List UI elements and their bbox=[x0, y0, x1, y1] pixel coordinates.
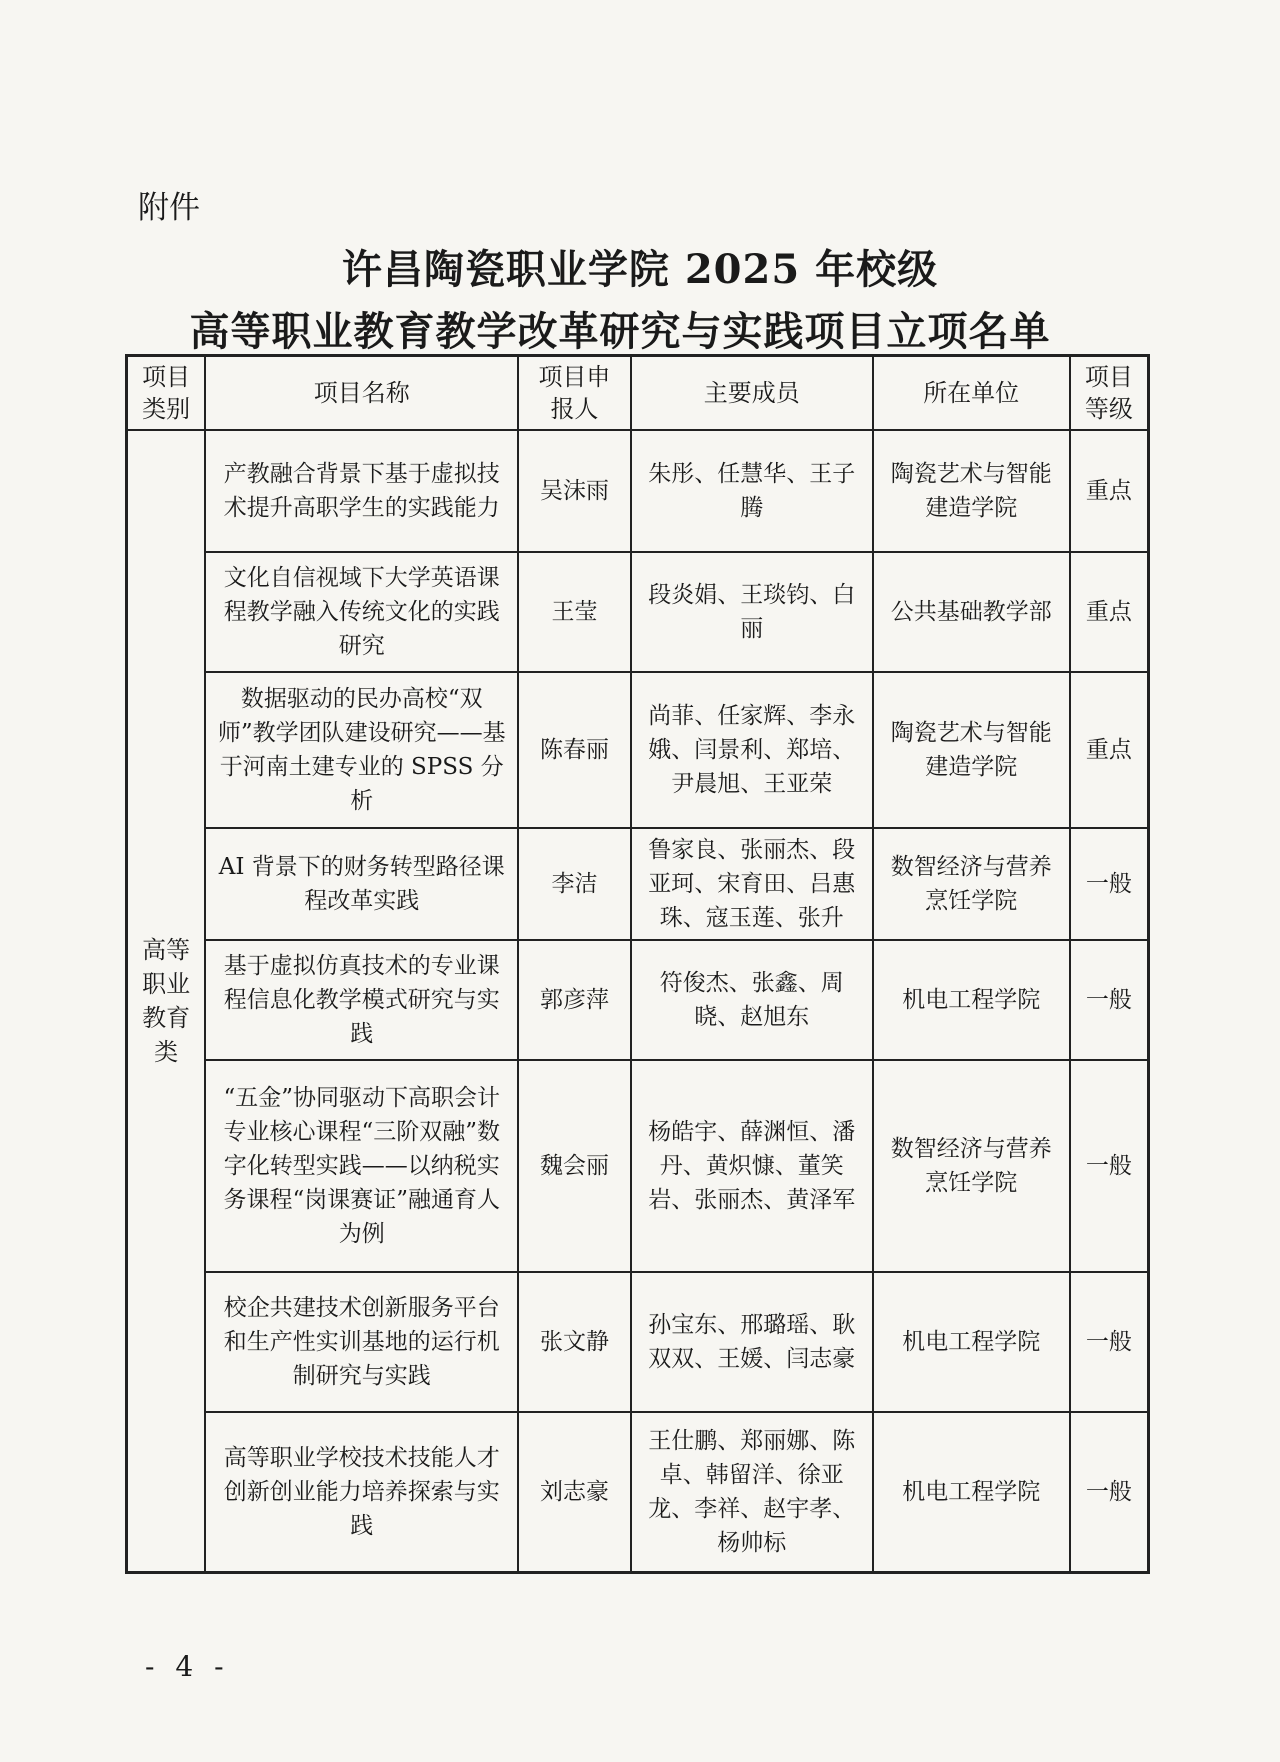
document-title-line1: 许昌陶瓷职业学院 2025 年校级 bbox=[341, 246, 939, 293]
header-name: 项目名称 bbox=[205, 356, 518, 431]
unit: 数智经济与营养烹饪学院 bbox=[873, 828, 1070, 940]
unit: 陶瓷艺术与智能建造学院 bbox=[873, 672, 1070, 828]
project-name: 数据驱动的民办高校“双师”教学团队建设研究——基于河南土建专业的 SPSS 分析 bbox=[205, 672, 518, 828]
level: 一般 bbox=[1070, 940, 1149, 1060]
project-name: AI 背景下的财务转型路径课程改革实践 bbox=[205, 828, 518, 940]
table-row bbox=[127, 1272, 1149, 1412]
applicant: 陈春丽 bbox=[518, 672, 631, 828]
unit: 机电工程学院 bbox=[873, 940, 1070, 1060]
header-members: 主要成员 bbox=[631, 356, 873, 431]
level: 一般 bbox=[1070, 1272, 1149, 1412]
unit: 陶瓷艺术与智能建造学院 bbox=[873, 430, 1070, 552]
level: 一般 bbox=[1070, 1060, 1149, 1272]
members: 王仕鹏、郑丽娜、陈卓、韩留洋、徐亚龙、李祥、赵宇孝、杨帅标 bbox=[631, 1412, 873, 1572]
project-name: 文化自信视域下大学英语课程教学融入传统文化的实践研究 bbox=[205, 552, 518, 672]
members: 杨皓宇、薛渊恒、潘丹、黄炽慷、董笑岩、张丽杰、黄泽军 bbox=[631, 1060, 873, 1272]
project-name: 基于虚拟仿真技术的专业课程信息化教学模式研究与实践 bbox=[205, 940, 518, 1060]
table-row bbox=[127, 828, 1149, 940]
table-row bbox=[127, 552, 1149, 672]
unit: 数智经济与营养烹饪学院 bbox=[873, 1060, 1070, 1272]
table-row bbox=[127, 672, 1149, 828]
applicant: 郭彦萍 bbox=[518, 940, 631, 1060]
project-name: 校企共建技术创新服务平台和生产性实训基地的运行机制研究与实践 bbox=[205, 1272, 518, 1412]
members: 鲁家良、张丽杰、段亚珂、宋育田、吕惠珠、寇玉莲、张升 bbox=[631, 828, 873, 940]
category-cell: 高等职业教育类 bbox=[127, 430, 206, 1572]
header-unit: 所在单位 bbox=[873, 356, 1070, 431]
applicant: 李洁 bbox=[518, 828, 631, 940]
project-name: “五金”协同驱动下高职会计专业核心课程“三阶双融”数字化转型实践——以纳税实务课程“岗课赛证”融通育人为例 bbox=[205, 1060, 518, 1272]
table-header-row bbox=[127, 356, 1149, 431]
applicant: 吴沫雨 bbox=[518, 430, 631, 552]
members: 符俊杰、张鑫、周晓、赵旭东 bbox=[631, 940, 873, 1060]
unit: 机电工程学院 bbox=[873, 1412, 1070, 1572]
members: 尚菲、任家辉、李永娥、闫景利、郑培、尹晨旭、王亚荣 bbox=[631, 672, 873, 828]
project-name: 产教融合背景下基于虚拟技术提升高职学生的实践能力 bbox=[205, 430, 518, 552]
level: 一般 bbox=[1070, 828, 1149, 940]
applicant: 刘志豪 bbox=[518, 1412, 631, 1572]
unit: 公共基础教学部 bbox=[873, 552, 1070, 672]
table-row bbox=[127, 1060, 1149, 1272]
applicant: 魏会丽 bbox=[518, 1060, 631, 1272]
table-row bbox=[127, 1412, 1149, 1572]
level: 重点 bbox=[1070, 430, 1149, 552]
header-category: 项目类别 bbox=[127, 356, 206, 431]
header-level: 项目等级 bbox=[1070, 356, 1149, 431]
members: 段炎娟、王琰钧、白丽 bbox=[631, 552, 873, 672]
applicant: 王莹 bbox=[518, 552, 631, 672]
attachment-label: 附件 bbox=[138, 190, 200, 226]
members: 朱彤、任慧华、王子腾 bbox=[631, 430, 873, 552]
project-table bbox=[125, 354, 1150, 1574]
unit: 机电工程学院 bbox=[873, 1272, 1070, 1412]
members: 孙宝东、邢璐瑶、耿双双、王媛、闫志豪 bbox=[631, 1272, 873, 1412]
applicant: 张文静 bbox=[518, 1272, 631, 1412]
table-row bbox=[127, 430, 1149, 552]
level: 一般 bbox=[1070, 1412, 1149, 1572]
document-title-line2: 高等职业教育教学改革研究与实践项目立项名单 bbox=[189, 308, 1051, 355]
page-number: - 4 - bbox=[145, 1650, 230, 1683]
level: 重点 bbox=[1070, 672, 1149, 828]
table-row bbox=[127, 940, 1149, 1060]
level: 重点 bbox=[1070, 552, 1149, 672]
header-applicant: 项目申报人 bbox=[518, 356, 631, 431]
project-name: 高等职业学校技术技能人才创新创业能力培养探索与实践 bbox=[205, 1412, 518, 1572]
